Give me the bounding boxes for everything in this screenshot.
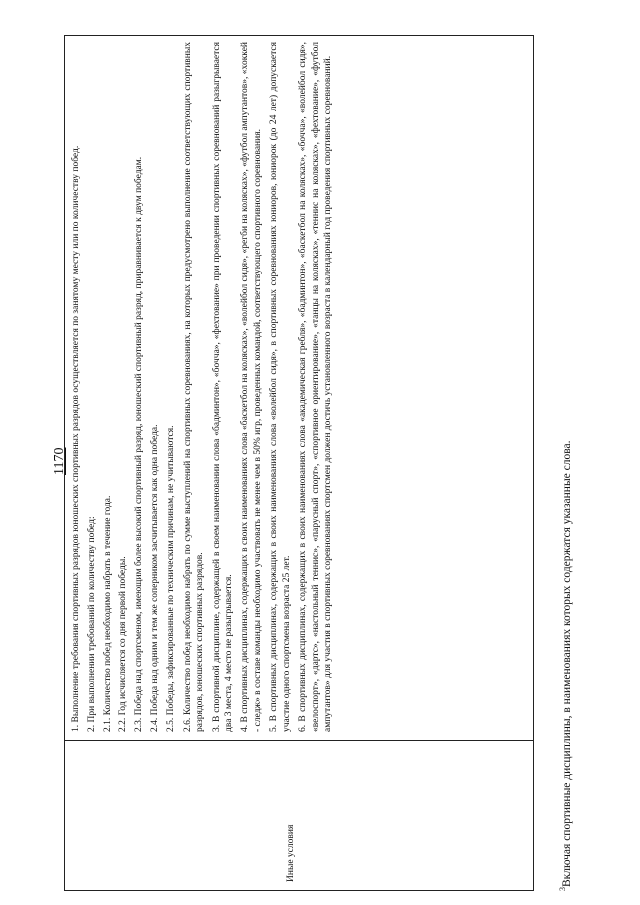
paragraph-2-3: 2.3. Победа над спортсменом, имеющим более высокий спортивный разряд, юношеский спортивный разряд, приравнивается к двум победам. <box>133 156 144 732</box>
footnote <box>560 31 574 891</box>
paragraph-2: 2. При выполнении требований по количеству побед: <box>87 516 98 732</box>
paragraph-3: 3. В спортивной дисциплине, содержащей в своем наименовании слова «бадминтон», «бочча», «фехтование» при проведении спортивных соревнований разыгрывается два 3 места, 4 место не разыгрывается. <box>211 42 235 732</box>
paragraph-2-2: 2.2. Год исчисляется со дня первой победы. <box>118 556 129 732</box>
paragraph-1: 1. Выполнение требования спортивных разрядов юношеских спортивных разрядов осуществляется по занятому месту или по количеству побед. <box>71 145 81 732</box>
paragraph-2-1: 2.1. Количество побед необходимо набрать в течение года. <box>102 495 113 732</box>
footnote-marker: 3 <box>558 887 568 891</box>
conditions-table <box>64 35 534 891</box>
paragraph-6: 6. В спортивных дисциплинах, содержащих в своих наименованиях слова «академическая гребля», «бадминтон», «баскетбол на колясках», «бочча», «волейбол сидя», «велоспорт», «дартс», «настольный теннис», «парусный спорт», «спортивное ориентирование», «танцы на колясках», «теннис на колясках», «фехтование», «футбол ампутантов» для участия в спортивных соревнованиях спортсмен должен достичь установленного возраста в календарный год проведения спортивных соревнований. <box>298 42 333 732</box>
paragraph-2-5: 2.5. Победы, зафиксированные по техническим причинам, не учитываются. <box>166 425 177 732</box>
row-content-cell <box>65 36 533 740</box>
page-number: 1170 <box>52 447 67 475</box>
row-label: Иные условия <box>286 824 296 882</box>
paragraph-2-6: 2.6. Количество побед необходимо набрать по сумме выступлений на спортивных соревнованиях, на которых предусмотрено выполнение соответствующих спортивных разрядов, юношеских спортивных разрядов. <box>182 42 206 732</box>
paragraph-4: 4. В спортивных дисциплинах, содержащих в своих наименованиях слова «баскетбол на колясках», «волейбол сидя», «регби на колясках», «футбол ампутантов», «хоккей - следж» в составе команды необходимо участвовать не менее чем в 50% игр, проведенных командой, соответствующего спортивного соревнования. <box>240 42 263 732</box>
paragraph-2-4: 2.4. Победа над одним и тем же соперником засчитывается как одна победа. <box>150 424 161 732</box>
paragraph-5: 5. В спортивных дисциплинах, содержащих в своих наименованиях слова «волейбол сидя», в спортивных соревнованиях юниоров, юниорок (до 24 лет) допускается участие одного спортсмена возраста 25 лет. <box>269 42 292 732</box>
footnote-text: Включая спортивные дисциплины, в наименованиях которых содержатся указанные слова. <box>561 440 573 887</box>
row-label-cell <box>65 740 533 890</box>
